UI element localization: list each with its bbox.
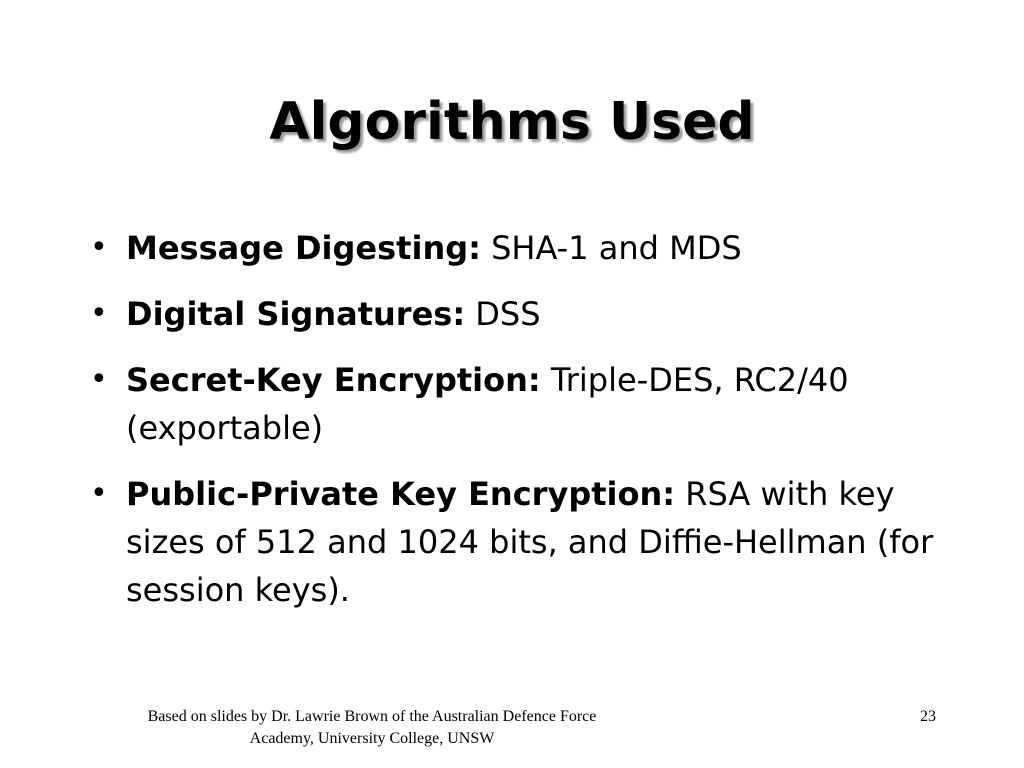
bullet-text: RSA with key sizes of 512 and 1024 bits, and Diffie-Hellman (for session keys). bbox=[126, 475, 934, 609]
bullet-secret-key-encryption bbox=[88, 356, 948, 452]
bullet-icon: • bbox=[90, 476, 108, 511]
bullet-text: DSS bbox=[465, 295, 541, 333]
bullet-text: SHA-1 and MDS bbox=[480, 229, 742, 267]
bullet-icon: • bbox=[90, 362, 108, 397]
footer-credit-line2: Academy, University College, UNSW bbox=[249, 730, 495, 747]
bullet-icon: • bbox=[90, 296, 108, 331]
bullet-text: Triple-DES, RC2/40 (exportable) bbox=[126, 361, 849, 447]
bullet-term: Message Digesting: bbox=[126, 229, 481, 267]
bullet-term: Public-Private Key Encryption: bbox=[126, 475, 676, 513]
bullet-public-private-key-encryption bbox=[88, 470, 948, 614]
slide-title: Algorithms Used bbox=[269, 92, 755, 152]
page-number: 23 bbox=[920, 708, 936, 725]
bullet-digital-signatures bbox=[88, 290, 948, 338]
bullet-term: Digital Signatures: bbox=[126, 295, 466, 333]
bullet-list bbox=[88, 224, 948, 632]
footer-credit bbox=[92, 706, 652, 750]
bullet-message-digesting bbox=[88, 224, 948, 272]
footer-credit-line1: Based on slides by Dr. Lawrie Brown of the Australian Defence Force bbox=[147, 708, 597, 725]
bullet-icon: • bbox=[90, 230, 108, 265]
bullet-term: Secret-Key Encryption: bbox=[126, 361, 541, 399]
